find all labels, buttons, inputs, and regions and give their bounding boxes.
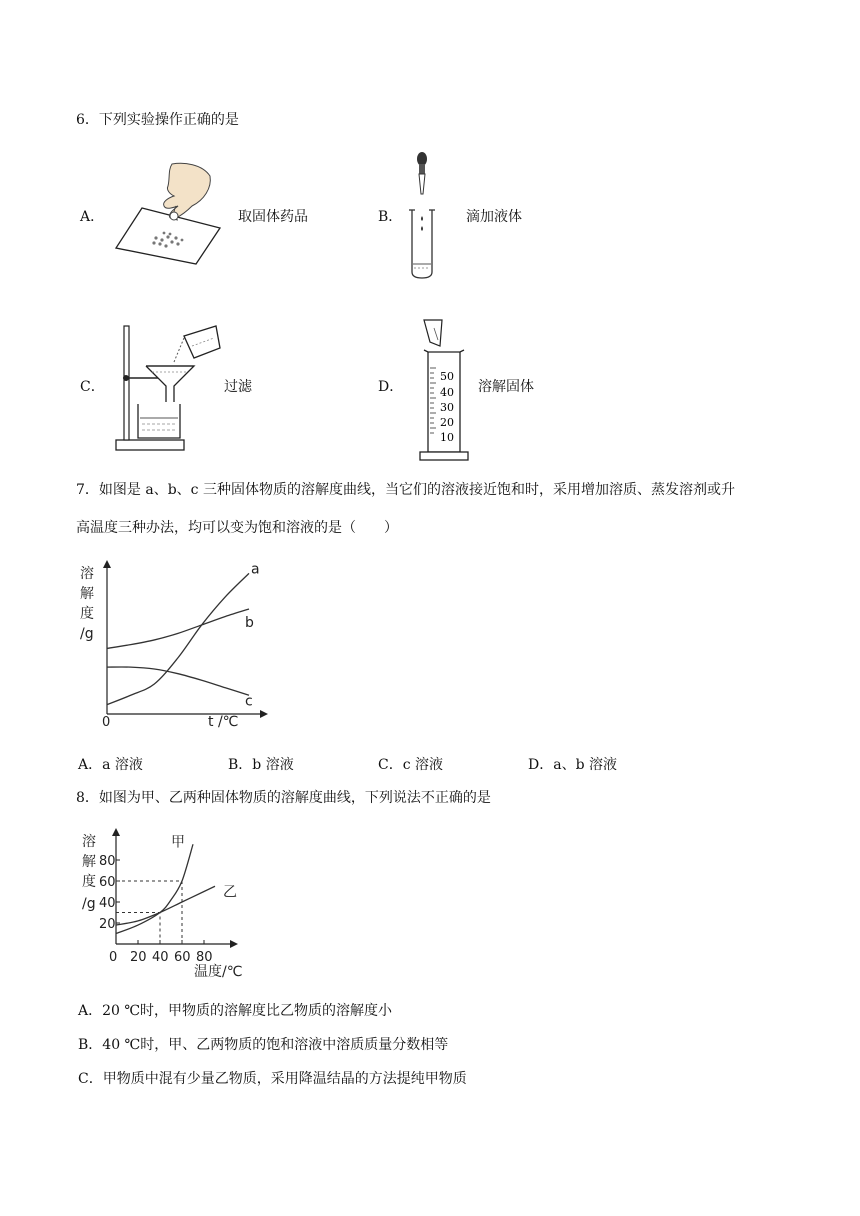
q6-option-d-letter: D． (378, 379, 404, 395)
q6-option-a-letter: A． (80, 209, 105, 225)
q8-choice-b[interactable]: B．40 ℃时，甲、乙两物质的饱和溶液中溶质质量分数相等 (78, 1037, 449, 1053)
q7-series-a-line (107, 573, 249, 704)
cylinder-mark-40: 40 (440, 386, 454, 399)
cylinder-mark-20: 20 (440, 416, 454, 429)
q7-series-b-label: b (245, 615, 254, 631)
q7-choice-b[interactable]: B．b 溶液 (228, 757, 294, 773)
cylinder-mark-10: 10 (440, 431, 454, 444)
cylinder-mark-30: 30 (440, 401, 454, 414)
q7-x-axis-arrow (260, 710, 268, 718)
dropper-test-tube-icon (402, 150, 442, 282)
q7-y-axis-arrow (103, 560, 111, 568)
q8-ylabel-char-1: 溶 (82, 834, 96, 850)
q7-xlabel: t /℃ (208, 714, 239, 730)
q8-ytick-label-40: 40 (99, 896, 116, 911)
q7-series-c-line (107, 667, 249, 695)
q6-stem: 6．下列实验操作正确的是 (76, 112, 239, 128)
measuring-cylinder-icon (416, 316, 472, 464)
q7-series-a-label: a (251, 561, 260, 578)
q7-stem-line1: 7．如图是 a、b、c 三种固体物质的溶解度曲线，当它们的溶液接近饱和时，采用增加溶质、蒸发溶剂或升 (76, 482, 735, 498)
q8-xtick-label-60: 60 (174, 950, 191, 965)
q7-series-b-line (107, 609, 249, 648)
q7-ylabel-char-1: 溶 (80, 566, 94, 582)
q8-ytick-label-80: 80 (99, 854, 116, 869)
filtration-apparatus-icon (112, 318, 224, 456)
q7-ylabel-char-4: /g (80, 626, 94, 642)
q7-stem-line2: 高温度三种办法，均可以变为饱和溶液的是（ ） (76, 520, 398, 536)
q6-option-b-letter: B． (378, 209, 403, 225)
q6-option-b-caption: 滴加液体 (466, 209, 522, 225)
q8-series-乙-line (116, 886, 215, 925)
cylinder-mark-50: 50 (440, 370, 454, 383)
q8-ylabel-char-3: 度 (82, 874, 96, 890)
q8-ylabel-char-4: /g (82, 896, 96, 912)
q8-choice-c[interactable]: C．甲物质中混有少量乙物质，采用降温结晶的方法提纯甲物质 (78, 1071, 467, 1087)
q6-option-a-caption: 取固体药品 (238, 209, 308, 225)
q8-x-axis-arrow (230, 940, 238, 948)
q8-stem: 8．如图为甲、乙两种固体物质的溶解度曲线，下列说法不正确的是 (76, 790, 491, 806)
q7-origin-label: 0 (102, 715, 111, 730)
q6-option-c-caption: 过滤 (224, 379, 252, 395)
q7-choice-d[interactable]: D．a、b 溶液 (528, 757, 617, 773)
q8-series-甲-line (116, 844, 193, 933)
q6-option-d-caption: 溶解固体 (478, 379, 534, 395)
q8-xtick-label-80: 80 (196, 950, 213, 965)
q7-ylabel-char-2: 解 (80, 586, 94, 602)
q7-ylabel-char-3: 度 (80, 606, 94, 622)
q8-series-甲-label: 甲 (171, 834, 185, 851)
q8-ytick-label-60: 60 (99, 875, 116, 890)
q8-xtick-label-20: 20 (130, 950, 147, 965)
q7-choice-c[interactable]: C．c 溶液 (378, 757, 444, 773)
q7-solubility-chart (76, 558, 276, 730)
q8-solubility-chart (76, 828, 276, 984)
q7-series-c-label: c (245, 693, 253, 710)
q8-xlabel: 温度/℃ (194, 964, 243, 980)
q8-ylabel-char-2: 解 (82, 854, 96, 870)
q8-y-axis-arrow (112, 828, 120, 836)
q8-ytick-label-20: 20 (99, 917, 116, 932)
q7-choice-a[interactable]: A．a 溶液 (78, 757, 143, 773)
q8-choice-a[interactable]: A．20 ℃时，甲物质的溶解度比乙物质的溶解度小 (78, 1003, 393, 1019)
q8-series-乙-label: 乙 (223, 884, 237, 901)
hand-taking-solid-icon (112, 160, 224, 268)
q8-xtick-label-40: 40 (152, 950, 169, 965)
q8-origin-label: 0 (109, 950, 118, 965)
q6-option-c-letter: C． (80, 379, 105, 395)
